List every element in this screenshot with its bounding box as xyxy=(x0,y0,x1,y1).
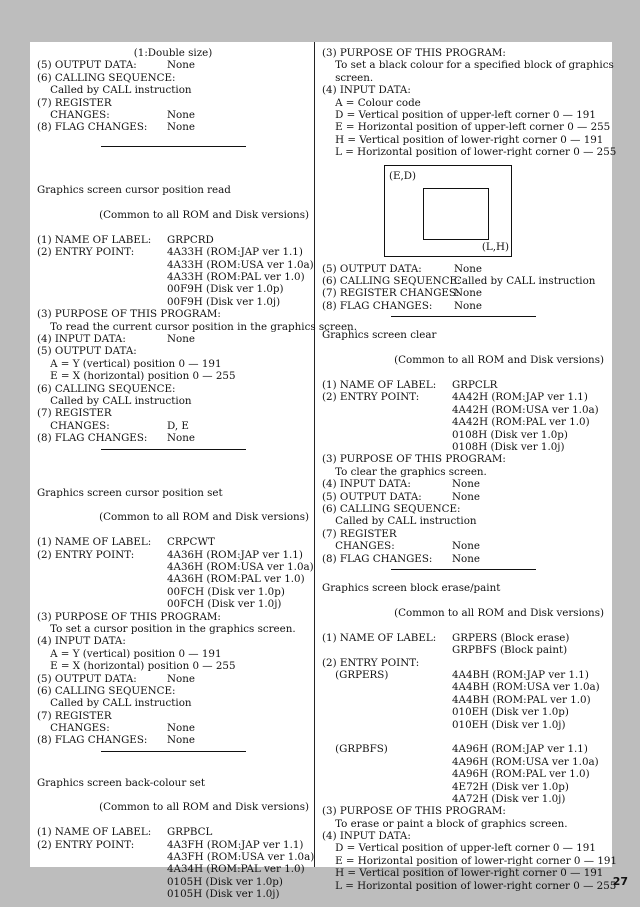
section-body xyxy=(322,631,617,892)
text-line xyxy=(322,121,611,134)
text-line xyxy=(322,478,604,490)
text-line xyxy=(322,632,604,644)
line-value: None xyxy=(454,299,482,312)
text-line xyxy=(322,657,604,669)
line-key: To erase or paint a block of graphics screen. xyxy=(322,817,568,830)
text-line xyxy=(37,333,309,345)
line-key: A = Y (vertical) position 0 — 191 xyxy=(37,357,222,370)
line-value: 4A36H (ROM:JAP ver 1.1) xyxy=(167,548,303,561)
line-value: 4E72H (Disk ver 1.0p) xyxy=(452,780,569,793)
line-value: None xyxy=(454,287,482,300)
text-line xyxy=(322,72,604,84)
line-key: (3) PURPOSE OF THIS PROGRAM: xyxy=(37,308,221,321)
line-key: CHANGES: xyxy=(37,722,110,735)
text-line xyxy=(37,598,309,610)
section-body xyxy=(37,536,314,747)
line-key: (8) FLAG CHANGES: xyxy=(322,299,433,312)
line-key: L = Horizontal position of lower-right corner 0 — 255 xyxy=(322,879,617,892)
line-key: (5) OUTPUT DATA: xyxy=(37,672,137,685)
text-line xyxy=(322,731,604,743)
line-value: 4A42H (ROM:PAL ver 1.0) xyxy=(452,416,590,429)
line-key: A = Y (vertical) position 0 — 191 xyxy=(37,647,222,660)
text-line xyxy=(37,246,309,258)
section-body xyxy=(322,379,604,565)
text-line xyxy=(322,391,604,403)
line-key: To set a cursor position in the graphics screen. xyxy=(37,622,296,635)
text-line xyxy=(322,59,614,72)
line-key: (GRPERS) xyxy=(322,669,389,682)
text-line xyxy=(322,743,604,755)
line-value: 0105H (Disk ver 1.0p) xyxy=(167,875,283,888)
line-key: (5) OUTPUT DATA: xyxy=(322,262,422,275)
text-line xyxy=(37,697,309,709)
line-value: 4A3FH (ROM:USA ver 1.0a) xyxy=(167,851,315,863)
text-line xyxy=(322,503,604,515)
text-line xyxy=(37,234,309,246)
line-key: (6) CALLING SEQUENCE: xyxy=(322,274,461,287)
line-value: 4A72H (Disk ver 1.0j) xyxy=(452,792,566,805)
line-key: Called by CALL instruction xyxy=(37,394,192,407)
line-value: 0105H (Disk ver 1.0j) xyxy=(167,888,280,901)
line-key: E = Horizontal position of upper-left corner 0 — 255 xyxy=(322,121,611,134)
text-line xyxy=(322,275,604,287)
line-key: H = Vertical position of lower-right corner 0 — 191 xyxy=(322,133,604,146)
text-line xyxy=(37,84,309,96)
text-line xyxy=(37,673,309,685)
text-line xyxy=(322,669,604,681)
line-value: None xyxy=(167,734,195,747)
line-value: 4A33H (ROM:PAL ver 1.0) xyxy=(167,271,305,284)
section-title: Graphics screen clear xyxy=(322,329,437,342)
line-value: None xyxy=(452,552,480,565)
line-key: E = X (horizontal) position 0 — 255 xyxy=(37,660,236,673)
line-value: 4A34H (ROM:PAL ver 1.0) xyxy=(167,863,305,876)
line-key: (6) CALLING SEQUENCE: xyxy=(37,684,176,697)
line-key: (7) REGISTER xyxy=(37,709,112,722)
text-line xyxy=(37,432,309,444)
text-line xyxy=(322,466,604,478)
text-line xyxy=(322,429,604,441)
text-line xyxy=(322,404,604,416)
text-line xyxy=(37,863,309,875)
line-value: 00FCH (Disk ver 1.0j) xyxy=(167,598,282,611)
right-column xyxy=(322,47,617,892)
line-value: 4A33H (ROM:JAP ver 1.1) xyxy=(167,246,303,259)
line-key: (6) CALLING SEQUENCE: xyxy=(322,502,461,515)
line-value: 4A42H (ROM:USA ver 1.0a) xyxy=(452,403,599,416)
section-body xyxy=(37,826,315,901)
line-value: 0108H (Disk ver 1.0j) xyxy=(452,440,565,453)
line-value: 4A42H (ROM:JAP ver 1.1) xyxy=(452,391,588,404)
line-key: (GRPBFS) xyxy=(322,743,388,756)
text-line xyxy=(322,263,604,275)
line-key: (8) FLAG CHANGES: xyxy=(37,121,148,134)
text-line xyxy=(37,407,309,419)
continued-body xyxy=(322,47,617,159)
line-value: None xyxy=(167,121,195,134)
section-title: Graphics screen cursor position set xyxy=(37,486,223,499)
text-line xyxy=(37,586,309,598)
line-key: To set a black colour for a specified block of graphics xyxy=(322,59,614,72)
line-key: (6) CALLING SEQUENCE: xyxy=(37,382,176,395)
line-key: To clear the graphics screen. xyxy=(322,465,487,478)
line-key: (1) NAME OF LABEL: xyxy=(37,233,152,246)
section-title: Graphics screen back-colour set xyxy=(37,776,206,789)
line-key: E = Horizontal position of lower-right corner 0 — 191 xyxy=(322,854,617,867)
line-key: (7) REGISTER xyxy=(37,96,112,109)
line-key: (1) NAME OF LABEL: xyxy=(37,826,152,839)
text-line xyxy=(37,395,309,407)
line-value: None xyxy=(167,108,195,121)
line-value: 4A96H (ROM:JAP ver 1.1) xyxy=(452,743,588,756)
line-key: Called by CALL instruction xyxy=(37,697,192,710)
text-line xyxy=(37,876,309,888)
text-line xyxy=(322,854,617,867)
line-value: None xyxy=(452,490,480,503)
text-line xyxy=(322,756,604,768)
text-line xyxy=(37,611,309,623)
text-line xyxy=(37,839,309,851)
line-value: 0108H (Disk ver 1.0p) xyxy=(452,428,568,441)
text-line xyxy=(322,453,604,465)
line-key: (8) FLAG CHANGES: xyxy=(322,552,433,565)
line-key: H = Vertical position of lower-right corner 0 — 191 xyxy=(322,867,604,880)
line-key: (3) PURPOSE OF THIS PROGRAM: xyxy=(322,47,506,59)
line-key: (3) PURPOSE OF THIS PROGRAM: xyxy=(322,805,506,818)
line-value: None xyxy=(167,432,195,445)
text-line xyxy=(322,768,604,780)
line-value: CRPCWT xyxy=(167,536,215,549)
line-value: 00F9H (Disk ver 1.0p) xyxy=(167,283,284,296)
line-key: A = Colour code xyxy=(322,96,421,109)
line-value: None xyxy=(167,722,195,735)
text-line xyxy=(322,644,604,656)
line-value: GRPCLR xyxy=(452,379,498,392)
line-key: E = X (horizontal) position 0 — 255 xyxy=(37,370,236,383)
text-line xyxy=(322,491,604,503)
text-line xyxy=(322,805,604,817)
text-line xyxy=(322,830,604,842)
line-key: To read the current cursor position in the graphics screen. xyxy=(37,320,357,333)
line-value: 00FCH (Disk ver 1.0p) xyxy=(167,585,285,598)
line-value: None xyxy=(452,540,480,553)
text-line xyxy=(37,271,309,283)
text-line xyxy=(322,515,604,527)
line-key: (7) REGISTER xyxy=(37,407,112,420)
line-key: D = Vertical position of upper-left corner 0 — 191 xyxy=(322,842,596,855)
text-line xyxy=(322,553,604,565)
line-key: (1) NAME OF LABEL: xyxy=(322,631,437,644)
page-number: 27 xyxy=(612,875,628,888)
line-key: L = Horizontal position of lower-right corner 0 — 255 xyxy=(322,146,617,159)
text-line xyxy=(37,345,309,357)
line-value: 010EH (Disk ver 1.0p) xyxy=(452,706,569,719)
text-line xyxy=(322,300,604,312)
section-body xyxy=(37,233,357,445)
text-line xyxy=(37,370,309,382)
line-key: (7) REGISTER xyxy=(322,527,397,540)
top-note: (1:Double size) xyxy=(133,47,213,59)
text-line xyxy=(322,287,604,299)
text-line xyxy=(37,383,309,395)
text-line xyxy=(322,84,604,96)
text-line xyxy=(322,134,604,146)
text-line xyxy=(37,296,309,308)
line-value: None xyxy=(452,478,480,491)
line-value: 4A4BH (ROM:PAL ver 1.0) xyxy=(452,693,591,706)
line-value: D, E xyxy=(167,419,189,432)
line-key: (7) REGISTER CHANGES: xyxy=(322,287,460,300)
line-value: None xyxy=(167,672,195,685)
text-line xyxy=(322,781,604,793)
text-line xyxy=(37,109,309,121)
text-line xyxy=(322,416,604,428)
line-key: D = Vertical position of upper-left corner 0 — 191 xyxy=(322,108,596,121)
line-key: CHANGES: xyxy=(37,108,110,121)
line-value: None xyxy=(454,262,482,275)
text-line xyxy=(322,47,604,59)
line-key: (1) NAME OF LABEL: xyxy=(322,379,437,392)
text-line xyxy=(322,842,604,854)
diagram-inner-block xyxy=(423,188,489,240)
text-line xyxy=(37,623,309,635)
line-key: (2) ENTRY POINT: xyxy=(322,656,420,669)
text-line xyxy=(37,685,309,697)
line-value: GRPBFS (Block paint) xyxy=(452,644,568,657)
text-line xyxy=(37,826,309,838)
line-value: None xyxy=(167,59,195,72)
line-key: (4) INPUT DATA: xyxy=(37,332,126,345)
text-line xyxy=(322,379,604,391)
section-common-note: (Common to all ROM and Disk versions) xyxy=(99,511,309,524)
diagram-label-lh: (L,H) xyxy=(481,241,509,254)
text-line xyxy=(322,97,604,109)
line-value: 4A96H (ROM:USA ver 1.0a) xyxy=(452,755,599,768)
line-key: screen. xyxy=(322,71,374,84)
text-line xyxy=(37,722,309,734)
text-line xyxy=(37,660,309,672)
text-line xyxy=(322,528,604,540)
text-line xyxy=(37,561,314,574)
line-value: 4A33H (ROM:USA ver 1.0a) xyxy=(167,258,314,271)
text-line xyxy=(322,109,604,121)
line-key: (2) ENTRY POINT: xyxy=(322,391,420,404)
section-title: Graphics screen cursor position read xyxy=(37,184,231,197)
text-line xyxy=(37,549,309,561)
line-value: 00F9H (Disk ver 1.0j) xyxy=(167,295,281,308)
line-value: None xyxy=(167,332,195,345)
line-key: (3) PURPOSE OF THIS PROGRAM: xyxy=(37,610,221,623)
text-line xyxy=(322,441,604,453)
text-line xyxy=(322,867,604,879)
text-line xyxy=(37,308,309,320)
line-key: (2) ENTRY POINT: xyxy=(37,838,135,851)
line-key: (3) PURPOSE OF THIS PROGRAM: xyxy=(322,453,506,466)
line-key: (5) OUTPUT DATA: xyxy=(37,345,137,358)
text-line xyxy=(37,97,309,109)
line-value: GRPERS (Block erase) xyxy=(452,631,570,644)
line-key: (4) INPUT DATA: xyxy=(37,635,126,648)
top-items xyxy=(37,59,309,133)
text-line xyxy=(322,681,604,693)
text-line xyxy=(322,694,604,706)
continued-body-2 xyxy=(322,263,604,313)
text-line xyxy=(37,710,309,722)
line-value: 4A4BH (ROM:JAP ver 1.1) xyxy=(452,669,589,682)
line-value: 4A96H (ROM:PAL ver 1.0) xyxy=(452,768,590,781)
line-key: Called by CALL instruction xyxy=(322,515,477,528)
line-value: 4A4BH (ROM:USA ver 1.0a) xyxy=(452,681,600,694)
line-value: 010EH (Disk ver 1.0j) xyxy=(452,718,566,731)
diagram-label-ed: (E,D) xyxy=(389,169,417,182)
text-line xyxy=(37,420,309,432)
text-line xyxy=(37,635,309,647)
section-common-note: (Common to all ROM and Disk versions) xyxy=(99,801,309,814)
text-line xyxy=(37,573,309,585)
line-key: Called by CALL instruction xyxy=(37,84,192,97)
line-key: CHANGES: xyxy=(37,419,110,432)
line-key: (4) INPUT DATA: xyxy=(322,830,411,843)
text-line xyxy=(322,793,604,805)
line-key: (2) ENTRY POINT: xyxy=(37,548,135,561)
section-title: Graphics screen block erase/paint xyxy=(322,582,501,595)
line-key: CHANGES: xyxy=(322,540,395,553)
text-line xyxy=(37,59,309,71)
text-line xyxy=(322,146,617,159)
line-value: Called by CALL instruction xyxy=(454,274,596,287)
text-line xyxy=(37,888,309,900)
text-line xyxy=(37,851,315,863)
text-line xyxy=(322,818,604,830)
line-key: (5) OUTPUT DATA: xyxy=(37,59,137,72)
section-common-note: (Common to all ROM and Disk versions) xyxy=(394,354,604,367)
text-line xyxy=(37,734,309,746)
text-line xyxy=(322,706,604,718)
section-common-note: (Common to all ROM and Disk versions) xyxy=(394,607,604,620)
line-key: (8) FLAG CHANGES: xyxy=(37,432,148,445)
section-common-note: (Common to all ROM and Disk versions) xyxy=(99,209,309,222)
line-value: GRPCRD xyxy=(167,233,214,246)
text-line xyxy=(322,719,604,731)
line-value: 4A36H (ROM:PAL ver 1.0) xyxy=(167,573,305,586)
line-key: (8) FLAG CHANGES: xyxy=(37,734,148,747)
text-line xyxy=(37,121,309,133)
text-line xyxy=(37,536,309,548)
text-line xyxy=(322,879,617,892)
text-line xyxy=(37,258,314,271)
block-diagram xyxy=(384,165,512,257)
text-line xyxy=(37,648,309,660)
line-key: (6) CALLING SEQUENCE: xyxy=(37,71,176,84)
line-key: (1) NAME OF LABEL: xyxy=(37,536,152,549)
text-line xyxy=(37,72,309,84)
line-key: (5) OUTPUT DATA: xyxy=(322,490,422,503)
line-key: (4) INPUT DATA: xyxy=(322,84,411,97)
line-value: 4A36H (ROM:USA ver 1.0a) xyxy=(167,561,314,574)
line-value: GRPBCL xyxy=(167,826,213,839)
text-line xyxy=(322,540,604,552)
text-line xyxy=(37,320,357,333)
text-line xyxy=(37,358,309,370)
line-key: (4) INPUT DATA: xyxy=(322,478,411,491)
text-line xyxy=(37,283,309,295)
line-value: 4A3FH (ROM:JAP ver 1.1) xyxy=(167,838,304,851)
column-divider xyxy=(314,42,315,867)
line-key: (2) ENTRY POINT: xyxy=(37,246,135,259)
